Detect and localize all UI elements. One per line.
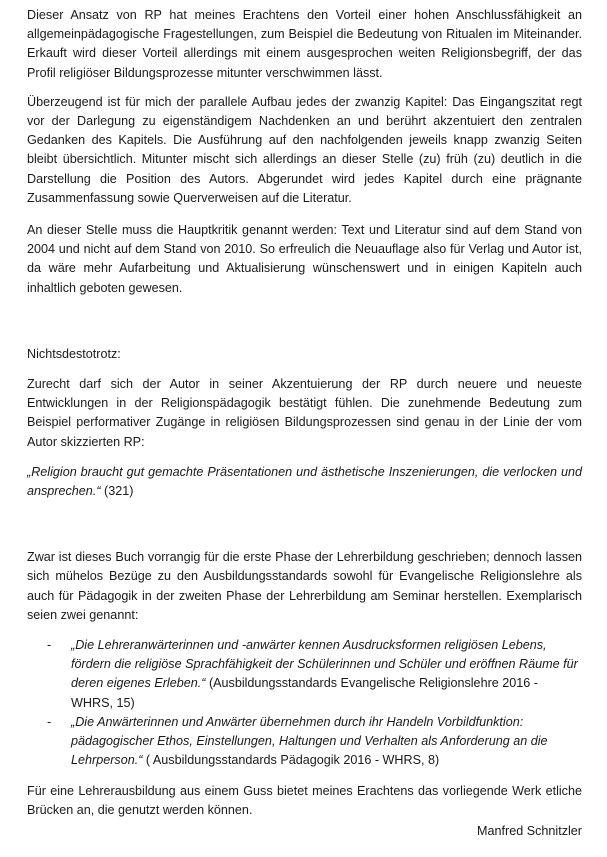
list-bullet: -: [47, 638, 52, 653]
list-bullet: -: [47, 714, 52, 729]
quote-religion-ref: (321): [104, 484, 134, 499]
list-item-ref: ( Ausbildungsstandards Pädagogik 2016 - WHRS, 8): [145, 753, 440, 768]
author-signature: Manfred Schnitzler: [477, 824, 582, 838]
paragraph-aufbau: Überzeugend ist für mich der parallele Aufbau jedes der zwanzig Kapitel: Das Eingangszitat regt vor der Darlegung zu eigenständigem Nachdenken an und berührt akzentuiert den zentralen Gedanken des Kapitels. Die Ausführung auf den nachfolgenden jeweils knapp zwanzig Seiten bleibt übersichtlich. Mitunter mischt sich allerdings an dieser Stelle (zu) früh (zu) deutlich in die Darstellung die Position des Autors. Abgerundet wird jedes Kapitel durch eine prägnante Zusammenfassung sowie Querverweisen auf die Literatur.: [27, 94, 582, 205]
quote-religion-text: „Religion braucht gut gemachte Präsentationen und ästhetische Inszenierungen, die verlocken und ansprechen.“: [27, 464, 582, 499]
list-item: [27, 713, 582, 771]
paragraph-hauptkritik: An dieser Stelle muss die Hauptkritik genannt werden: Text und Literatur sind auf dem Stand von 2004 und nicht auf dem Stand von 2010. So erfreulich die Neuauflage also für Verlag und Autor ist, da wäre mehr Aufarbeitung und Aktualisierung wünschenswert und in einigen Kapiteln auch inhaltlich geboten gewesen.: [27, 223, 582, 295]
quote-religion: [27, 463, 582, 501]
list-item-quote: „Die Anwärterinnen und Anwärter übernehmen durch ihr Handeln Vorbildfunktion: pädagogischer Ethos, Einstellungen, Haltungen und Verhalten als Anforderung an die Lehrperson.“: [71, 714, 548, 768]
paragraph-nichtsdestotrotz: Nichtsdestotrotz:: [27, 346, 121, 361]
paragraph-anschlussfaehigkeit: Dieser Ansatz von RP hat meines Erachtens den Vorteil einer hohen Anschlussfähigkeit an allgemeinpädagogische Fragestellungen, zum Beispiel die Bedeutung von Ritualen im Miteinander. Erkauft wird dieser Vorteil allerdings mit einem ausgesprochen weiten Religionsbegriff, der das Profil religiöser Bildungsprozesse mitunter verschwimmen lässt.: [27, 8, 582, 80]
list-item-quote: „Die Lehreranwärterinnen und -anwärter kennen Ausdrucksformen religiösen Lebens, fördern die religiöse Sprachfähigkeit der Schülerinnen und Schüler und eröffnen Räume für deren eigenes Erleben.“: [71, 638, 578, 691]
list-item: [27, 636, 582, 713]
paragraph-akzentuierung: Zurecht darf sich der Autor in seiner Akzentuierung der RP durch neuere und neueste Entwicklungen in der Religionspädagogik bestätigt fühlen. Die zunehmende Bedeutung zum Beispiel performativer Zugänge in religiösen Bildungsprozessen sind genau in der Linie der vom Autor skizzierten RP:: [27, 377, 582, 449]
paragraph-fazit: Für eine Lehrerausbildung aus einem Guss bietet meines Erachtens das vorliegende Werk etliche Brücken an, die genutzt werden können.: [27, 783, 582, 817]
list-item-ref: (Ausbildungsstandards Evangelische Religionslehre 2016 - WHRS, 15): [71, 676, 538, 710]
standards-quote-list: [27, 636, 582, 770]
paragraph-lehrerbildung: Zwar ist dieses Buch vorrangig für die erste Phase der Lehrerbildung geschrieben; dennoch lassen sich mühelos Bezüge zu den Ausbildungsstandards sowohl für Evangelische Religionslehre als auch für Pädagogik in der zweiten Phase der Lehrerbildung am Seminar herstellen. Exemplarisch seien zwei genannt:: [27, 550, 582, 622]
document-page: [27, 6, 582, 820]
